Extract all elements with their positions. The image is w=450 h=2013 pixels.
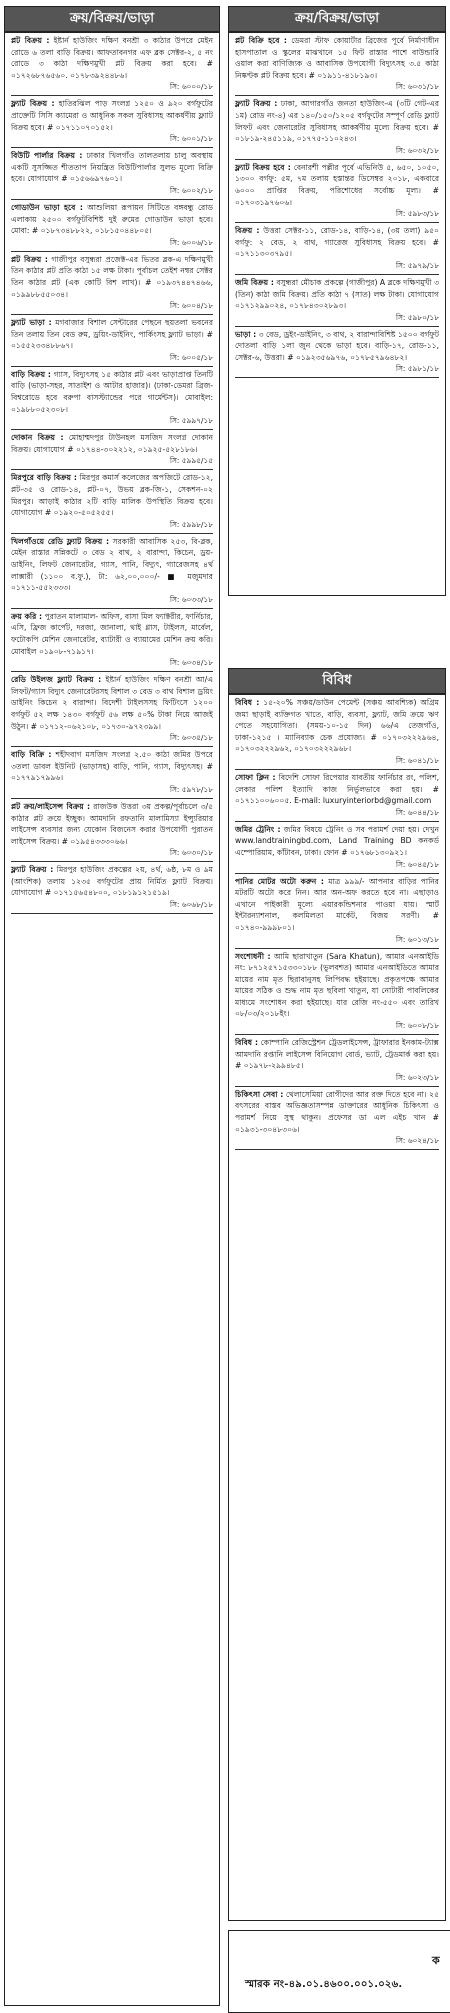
ad-reference: সি: ৬০৪৪/১৮ xyxy=(395,807,439,817)
ad-reference: সি: ৫৯৭৮/১৮ xyxy=(169,784,213,794)
ad-list xyxy=(5,33,219,914)
ad-title: রেডি উইলজ ফ্ল্যাট বিক্রয় : xyxy=(11,675,102,685)
ad-title: বিক্রয় : xyxy=(235,226,260,236)
ad-body: সরকারী আবাসিক ২৫৩, বি-ব্লক, মেইন রাস্তার সন্নিকটে ৩ বেড ২ বাথ, ২ বারান্দা, কিচেন, ড্রয়-ডাইনিং, লিফট জেনারেটর, গ্যাস, পানি, বিদ্যুৎ, গ্যারেজসহ ৪র্থ লাক্সারী (১১০০ ব.ফু.), টা: ৬২,০০,০০০/- ■ মজুমদার ০১৭১১-৫৫২৩৩৩। xyxy=(11,536,214,593)
classified-ad xyxy=(229,223,445,275)
classified-ad xyxy=(5,534,219,609)
ad-body: আশুলিয়া রূপায়ন সিটিতে বঙ্গবন্ধু রোড এলাকায় ২৫০০ বর্গফুটবিশিষ্ট দুই রুমের গোডাউন ভাড়া হবে। মোবা: # ০১৮৭৩৪৮৮২২, ০১৮১৫০৪৪৮০৫। xyxy=(11,202,214,236)
ad-body: বিদেশি সোফা রিপেয়ার যাবতীয় ফার্নিচার রং, পলিশ, লেকার পলিশ ইত্যাদি কাজ নির্ভুলভাবে করা হয়। # ০১৭১১০০৬০০৫. E-mail: luxuryinteriorbd@gmail.com xyxy=(235,772,439,806)
classified-ad xyxy=(229,1035,445,1087)
ad-title: দোকান বিক্রয় : xyxy=(11,433,64,443)
misc-heading: বিবিধ xyxy=(229,669,445,695)
ad-title: সোফা ক্লিন : xyxy=(235,772,276,782)
ad-body: থেলাসেমিয়া রোগীদের আর রক্ত দিতে হবে না। ২৫ বৎসরের বাস্তব অভিজ্ঞতাসম্পন্ন ডাক্তারের আধুনিক চিকিৎসা ও পরামর্শ নিয়ে সুস্থ থাকুন। প্রফেসর ডা এল এইচ খান # ০১৯৩১-৩০৪৮৩০৬। xyxy=(235,1089,439,1134)
classified-ad xyxy=(5,470,219,533)
ad-reference: সি: ৬০৩৪/১৮ xyxy=(169,658,213,668)
classified-ad xyxy=(229,822,445,874)
ad-title: ক্রয় করি : xyxy=(11,611,43,621)
left-classified-column xyxy=(4,6,220,2006)
column-heading: ক্রয়/বিক্রয়/ভাড়া xyxy=(229,7,445,33)
ad-reference: সি: ৬০২৩/১৮ xyxy=(395,1072,439,1082)
ad-body: জমির বিষয়ে ট্রেনিং ও সব পরামর্শ দেয়া হয়। দেখুন www.landtrainingbd.com, Land Training BD কনকর্ড এম্পোরিয়াম, কাঁটাবন, ঢাকা। ফোন # ০১৭৬৮১৩০৯২১। xyxy=(235,824,439,857)
misc-classified-column xyxy=(228,668,446,1921)
notice-box xyxy=(228,1930,450,2013)
ad-title: প্লট বিক্রয় : xyxy=(11,36,50,45)
classified-ad xyxy=(5,96,219,148)
ad-reference: সি: ৫৯৯৭/১৮ xyxy=(169,416,213,426)
ad-body: ঢাকা, আগারগাঁও জনতা হাউজিং-এ (৩টি গেট-এর ১ম) রোড নং-৪) এর ১৪০/১৫০/১২০৫ বর্গফুটের সম্পূর্ণ রেডি ফ্ল্যাট লিফট এবং জেনারেটর সুবিধাসহ আকর্ষণীয় মূল্যে বিক্রয় হবে। # ০১৮১৯-২৪৫১১৯, ০১৭৭৫-১১০২৪৩। xyxy=(235,99,440,144)
classified-ad xyxy=(5,367,219,430)
ad-title: গোডাউন ভাড়া হবে : xyxy=(11,202,83,212)
ad-body: মোহাম্মদপুর টাউনহল মসজিদ সংলগ্ন দোকান বিক্রয়। যোগাযোগ # ০১৭৪৪-৩০২২১২, ০১৯২৫-৫২৮১৮৬। xyxy=(11,433,213,454)
ad-title: জমি বিক্রয় : xyxy=(235,277,274,287)
ad-reference: সি: ৬০০০/১৮ xyxy=(169,82,213,92)
ad-body: ইষ্টার্ন হাউজিং দক্ষিণ বনশ্রী আ/এ লিফট/গ্যাস বিদ্যুৎ জেনারেটরসহ বিশাল ৩ বেড ৩ বাথ বিশাল ড্রয়িং ডাইনিং কিচেন ২ বারান্দা। বিদেশী টাইলসসহ ফিটিংসে ১২০০ বর্গফুট ৫২ লক্ষ ১৪৩০ বর্গফুট ৫৬ লক্ষ ৫০% টাকা নিয়ে আজই উঠুন। # ০১৭১২-০৬২১০৮, ০১৭৩০-৯৭২৩৯৯। xyxy=(11,675,213,731)
classified-ad xyxy=(229,1087,445,1150)
ad-title: বিউটি পার্লার বিক্রয় : xyxy=(11,151,83,161)
classified-ad xyxy=(5,252,219,315)
ad-reference: সি: ৬০০৪/১৮ xyxy=(169,301,213,311)
ad-title: বিবিধ : xyxy=(235,698,260,707)
ad-title: প্লট বিক্রি হবে : xyxy=(235,36,287,45)
ad-title: ভাড়া : xyxy=(235,329,257,339)
classified-ad xyxy=(229,33,445,96)
notice-fragment: ক xyxy=(432,1954,440,1967)
ad-title: খিলগাঁওয়ে রেডি ফ্ল্যাট বিক্রয় : xyxy=(11,536,110,546)
classified-ad xyxy=(5,862,219,914)
ad-title: চিকিৎসা সেবা : xyxy=(235,1089,284,1099)
ad-body: ১৫-২০% সঞ্চয়/ডাউন পেমেন্ট (সঞ্চয় আবশ্যিক) অগ্রিম জমা ছাড়াই ব্যক্তিগত খাতে, বাড়ি, ব্যবসা, ফ্ল্যাট, জমি ক্রয়ে ঋণ পেতে সহযোগিতা। (সময়-১০-১৫ দিন) ৬৬/এ তেজগাঁও, ঢাকা-১২১৫ । ম্যানিব্যাক চেক প্রযোজ্য। # ০১৭০৩২২২৯৬৪, ০১৭০৩২২২৯৬২, ০১৭০৩২২২৯৬৮। xyxy=(235,698,439,754)
ad-body: ডেমরা স্টাফ কোয়ার্টার ব্রিজের পূর্বে নির্মাণাধীন হাসপাতাল ও স্কুলের মাঝখানে ১৫ ফিট রাস্তার পাশে বাউন্ডারি ওয়াল করা বাণিজ্যিক ও আবাসিক উপযোগী বিদ্যুৎসহ ৩.৫ কাঠা নিষ্কণ্টক প্লট বিক্রয় হবে। # ০১৯১১-৪১৮১৯৩। xyxy=(235,36,439,80)
classified-ad xyxy=(5,609,219,672)
ad-reference: সি: ৬০৪৫/১৮ xyxy=(395,859,439,869)
ad-reference: সি: ৬০৩৩/১৮ xyxy=(169,594,213,604)
ad-body: আমি ছারাখাতুন (Sara Khatun), আমার এনআইডি নং: ৮৭১২৫৭১৫৩৩০১৮৮ (ভুলবশত) আমার এনআইডিতে আমার মায়ের নাম মৃত ছিরাবানুসহ লিপিবদ্ধ হইয়াছে। প্রকৃতপক্ষে আমার মায়ের সঠিক ও শুদ্ধ নাম মৃত ছবিলা খাতুন, যা নোটারী পাবলিকের মাধ্যমে সংশোধন করা হইয়াছে। যার রেজি নং-৫৫০ এবং তারিখ ০৮/০৩/২০১৮ইং। xyxy=(235,951,439,1019)
ad-title: ফ্ল্যাট বিক্রয় : xyxy=(11,99,55,109)
ad-body: মগবাজার বিশাল সেন্টারের পেছনে ছয়তলা ভবনের তিন তলায় তিন বেড রুম, ড্রয়িং-ডাইনিং, পার্কিংসহ ফ্ল্যাট ভাড়া। # ০১৫৫২৩৩৪৮৮৬৭। xyxy=(11,318,213,351)
ad-reference: সি: ৬০০৬/১৮ xyxy=(169,237,213,247)
ad-reference: সি: ৬০৩১/১৮ xyxy=(395,82,439,92)
classified-ad xyxy=(229,874,445,949)
ad-title: ফ্ল্যাট বিক্রয় : xyxy=(11,865,54,875)
ad-divider xyxy=(235,1149,439,1150)
ad-reference: সি: ৬০৩২/১৮ xyxy=(395,145,439,155)
ad-title: বিবিধ : xyxy=(235,1038,258,1048)
ad-reference: সি: ৬০০৫/১৮ xyxy=(169,352,213,362)
ad-body: পুরাতন মালামাল- অফিস, বাসা মিল ফ্যাক্টরীর, ফার্নিচার, এসি, ফ্রিজ কার্পেট, দরজা, জানালা, থাই গ্লাস, টাইলস, মার্বেল, ফটোকপি মেশিন জেনারেটর, ব্যাটারী ও ব্যায়ামের মেশিন ক্রয় করি। মোবাইল ০১৯০৮-৭১৯১৭। xyxy=(11,611,213,656)
classified-ad xyxy=(5,747,219,799)
ad-reference: সি: ৬০০৮/১৮ xyxy=(395,1021,439,1031)
ad-title: পানির মোটর অটো করুন : xyxy=(235,876,324,886)
ad-reference: সি: ৬০৪১/১৮ xyxy=(395,755,439,765)
classified-ad xyxy=(229,327,445,379)
ad-reference: সি: ৫৯৭৯/১৮ xyxy=(395,260,439,270)
ad-body: রাজউক উত্তরা ৩য় প্রকল্প/পূর্বাচলে ৩/৫ কাঠার প্লট ক্রয়ে ইচ্ছুক। আমদানি রফতানি মালামিস্যা ইন্স্যুরিয়ার লাইসেন্স ব্যবসার জন্য যেকোন বিজনেস করার উপযোগী পুরাতন লাইসেন্স বিক্রয়। # ০১৯৫৪৩৩৩০৬৬। xyxy=(11,801,213,846)
ad-reference: সি: ৬০৩৫/১৮ xyxy=(169,733,213,743)
ad-title: ফ্ল্যাট ভাড়া : xyxy=(11,318,52,328)
column-heading: ক্রয়/বিক্রয়/ভাড়া xyxy=(5,7,219,33)
ad-list xyxy=(229,695,445,1150)
ad-body: মিরপুর কমার্স কলেজের অপজিটে রোড-১২, প্লট-৩৫ ও রোড-১৪, প্লট-০৭, উভয় ব্লক-জি-১, সেকশন-০২ মিরপুর। আড়াই কাঠার ২টি বাড়ি মালিক উপস্থিতি বিক্রয় হবে। যোগাযোগ # ০১৯২০-৫০৫২৫৫। xyxy=(11,473,213,518)
ad-body: ঢাকার খিলগাঁও তালতলায় চালু অবস্থায় একটি সুসজ্জিত শীততাপ নিয়ন্ত্রিত বিউটিপার্লার সুলভ মূল্যে বিক্রি হবে। যোগাযোগ # ০১৫৬৬৯৭৬০১। xyxy=(11,151,213,184)
ad-body: বসুন্ধরা মৌচাক প্রকল্পে (গাজীপুর) A ব্লকে দক্ষিণমুখী ৩ (তিন) কাঠা জমি বিক্রয়। প্রতি কাঠা ৭ (সাত) লক্ষ টাকা। যোগাযোগ ০১৭১২৯৯০২৪, ০১৭৮৪৩০২৮৯৩। xyxy=(235,277,440,311)
right-classified-column xyxy=(228,6,446,596)
classified-ad xyxy=(5,430,219,470)
classified-ad xyxy=(229,770,445,822)
ad-body: মিরপুর হাউজিং প্রকল্পের ২য়, ৪র্থ, ৬ষ্ঠ, ৮ম ও ৯ম (আংশিক) তলায় ১২৩৫ বর্গফুটের প্রায় নির্মিত ফ্ল্যাট বিক্রয়। যোগাযোগ # ০১৭১৫৬৫৪৮০০, ০১৮১৯১২১৫১৯। xyxy=(11,865,213,898)
ad-body: গাজীপুর বসুন্ধরা প্রজেক্ট-এর ভিতর ব্লক-এ দক্ষিণমুখী তিন কাঠার প্লট প্রতি কাঠা ১৫ লক্ষ টাকা। পূর্বাচল তেইশ নম্বর সেক্টর তিন কাঠার প্লট (এক কোটি বিশ লাখ)। # ০১৯৩৭৪৪৭৪৬৬, ০১৯৯৮৮৫৫০৩৪। xyxy=(11,254,213,299)
ad-reference: সি: ৬০১৩/১৮ xyxy=(395,934,439,944)
ad-body: গ্যাস, বিদ্যুৎসহ ১৫ কাঠার প্লট এবং ভাড়াপ্রাপ্ত তিনটি বাড়ি (ভাড়া-সহর, সাতাইশ ও আটার হাজার)। (ঢাকা-ডেমরা ব্রিজ-বিশ্বরোডে হবে বরুপা বাসস্ট্যান্ডের পরে গার্মেন্টস)। মোবাইল: ০১৯৮৮০৫২৩০৮। xyxy=(11,369,213,414)
ad-body: হাতিরঝিল পাড় সংলগ্ন ১২৫০ ও ৯২০ বর্গফুটের প্রাক্তেটি সিসি ক্যামেরা ও আধুনিক সকল সুবিধাসহ আকর্ষণীয় ফ্ল্যাট বিক্রয় হবে। # ০১৭১১০৭০১৫২। xyxy=(11,99,214,132)
ad-title: মিরপুরে বাড়ি বিক্রয় : xyxy=(11,473,77,483)
ad-body: শহীদবাগ মসজিদ সংলগ্ন ২.৫০ কাঠা জমির উপরে ৩তলা ডাবল ইউনিট (ভাড়াসহ) বাড়ি, পানি, গ্যাস, বিদ্যুৎসহ। # ০১৭৭৯১৭৯৯৬। xyxy=(11,750,213,783)
classified-ad xyxy=(229,695,445,770)
ad-reference: সি: ৬০৬৮/১৮ xyxy=(169,900,213,910)
ad-title: প্লট বিক্রয় : xyxy=(11,254,48,264)
ad-title: ফ্ল্যাট বিক্রয় হবে : xyxy=(235,162,291,172)
ad-divider xyxy=(11,913,213,914)
ad-reference: সি: ৫৯৮১/১৮ xyxy=(395,364,439,374)
ad-reference: সি: ৫৯৯৫/১৫ xyxy=(169,456,213,466)
ad-body: ইষ্টার্ন হাউজিং দক্ষিণ বনশ্রী ৩ কাঠার উপরে মেইন রোডে ৬ তলা বাড়ি বিক্রয়। আফতাবনগর এফ ব্লক সেক্টর-২, ৫ নং রোডে ৩ কাঠা দক্ষিণমুখী প্লট বিক্রয় করা হবে। # ০১৭২৬৮৭৬৫৬০. ০১৭৮৩৯২৪৪৮৬। xyxy=(11,36,213,80)
ad-list xyxy=(229,33,445,378)
ad-reference: সি: ৬০০২/১৮ xyxy=(169,185,213,195)
classified-ad xyxy=(229,96,445,159)
ad-body: ৩ বেড, ড্রইং-ডাইনিং, ৩ বাথ, ২ বারান্দাবিশিষ্ট ১৫০০ বর্গফুট দোতলা বাড়ি ১লা জুন থেকে ভাড়া হবে। বাড়ি-১৭, রোড-১১, সেক্টর-৬, উত্তরা। # ০১৯২৩৫৬৯৭৬, ০১৭৮৫৭৯৬৪৮২। xyxy=(235,329,439,362)
ad-reference: সি: ৬০৩০/১৮ xyxy=(169,848,213,858)
ad-title: বাড়ি বিক্রয় : xyxy=(11,369,51,379)
ad-reference: সি: ৫৯৮৩/১৮ xyxy=(395,209,439,219)
ad-title: প্লট ক্রয়/লাইসেন্স বিক্রয় : xyxy=(11,801,91,811)
ad-divider xyxy=(235,377,439,378)
ad-title: জমির ট্রেনিং : xyxy=(235,824,281,834)
ad-reference: সি: ৬০০১/১৮ xyxy=(169,134,213,144)
classified-ad xyxy=(5,799,219,862)
classified-ad xyxy=(5,148,219,200)
classified-ad xyxy=(229,949,445,1036)
ad-reference: সি: ৫৯৯৮/১৮ xyxy=(169,519,213,529)
memo-number: স্মারক নং-৪৯.০১.৪৬০০.০০১.০২৬. xyxy=(245,1979,403,1990)
classified-ad xyxy=(5,33,219,96)
ad-reference: সি: ৫৯৮০/১৮ xyxy=(395,312,439,322)
ad-body: বেনারশী পল্লীর পূর্বে এভিনিউ ৫, ৬৫০, ১০৫০, ১৩০০ বর্গফু: ৫ম, ৭ম তলায় হস্তান্তর ডিসেম্বর ২০১৮, একবারে ৬০০০ প্রাপ্তির বিক্রয়, পরিশোধের সর্বোচ্চ মূল্য। # ০১৭০৩১৯৭৬০৬। xyxy=(235,162,439,207)
classified-ad xyxy=(229,275,445,327)
ad-body: উত্তরা সেক্টর-১১, রোড-১৪, বাড়ি-১৪, (৩য় তলা) ৯৫০ বর্গফু: ২ বেড, ২ বাথ, গ্যারেজ সুবিধাসহ বিক্রয় হবে। # ০১৭১১৩০৩৭৯৫। xyxy=(235,226,439,259)
classified-ad xyxy=(5,200,219,252)
ad-title: ফ্ল্যাট বিক্রয় : xyxy=(235,99,278,109)
ad-title: বাড়ি বিক্রি : xyxy=(11,750,52,760)
ad-body: কোম্পানি রেজিস্ট্রেশন ট্রেডলাইসেন্স, ট্রাফারার ইনকাম-ট্যাক্স আমদানি রপ্তানি লাইসেন্স বিনিয়োগ বোর্ড, ভ্যাট, ট্রেডমার্ক করা হয়। # ০১৯৭৮-২৯৯৪৮৫। xyxy=(235,1038,440,1071)
classified-ad xyxy=(229,160,445,223)
classified-ad xyxy=(5,672,219,747)
ad-reference: সি: ৬০২৪/১৮ xyxy=(395,1136,439,1146)
classified-ad xyxy=(5,315,219,367)
ad-body: মাত্র ৯৯৯/- আপনার বাড়ির পানির মটরটি অটো করে নিন। আর অন-অফ করতে হবে না। এছাড়াও এখানে পাইকারী মূল্যে এয়ারকন্ডিশনার পাওয়া যায়। স্মার্ট ইন্টারন্যাশনাল, কলমিলতা মার্কেট, বিজয় সরণী। # ০১৭৪০-৯৯৯৮০১। xyxy=(235,876,439,932)
ad-title: সংশোধনী : xyxy=(235,951,271,961)
